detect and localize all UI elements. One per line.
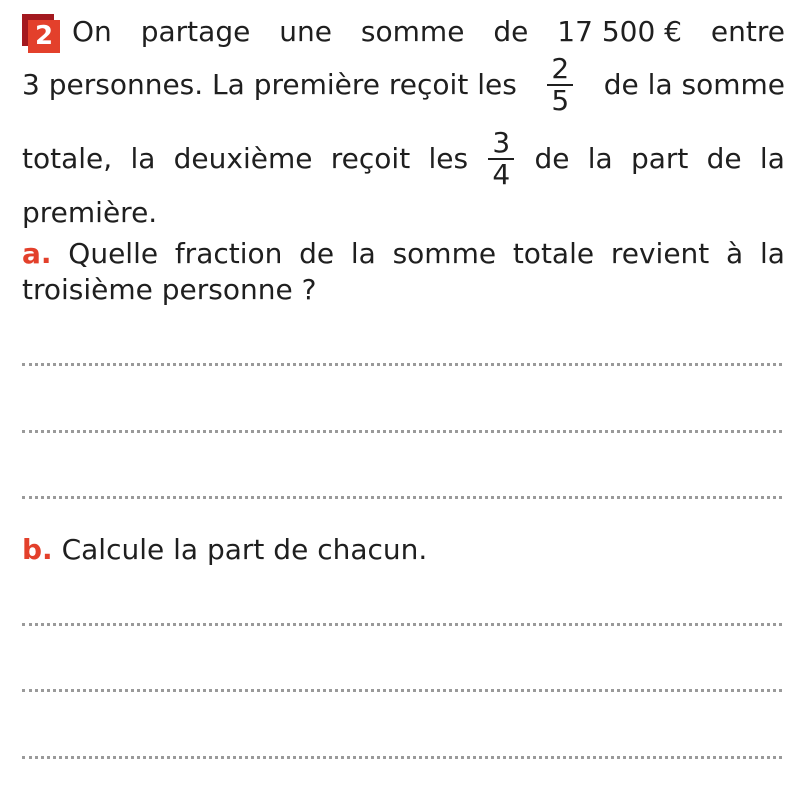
word: Quelle [68,237,159,270]
answer-line-a-1[interactable] [22,363,782,366]
question-a-line-2: troisième personne ? [22,273,317,306]
statement-line-3 [22,126,785,192]
word: revient [610,237,710,270]
statement-text: de la somme [603,68,785,101]
word: entre [710,15,785,48]
word: la [759,142,785,175]
word: de [706,142,742,175]
answer-line-b-3[interactable] [22,756,782,759]
amount: 17 500 € [557,15,682,48]
word: les [428,142,469,175]
word: à [726,237,744,270]
statement-line-1 [72,15,785,49]
statement-text: 3 personnes. La première reçoit les [22,68,517,101]
question-a-marker: a. [22,237,52,270]
answer-line-b-1[interactable] [22,623,782,626]
word: la [587,142,613,175]
fraction-numerator: 3 [488,128,514,160]
exercise-number: 2 [28,20,60,53]
exercise-number-badge [22,14,64,54]
word: On [72,15,112,48]
answer-line-b-2[interactable] [22,689,782,692]
word: de [299,237,335,270]
word: la [130,142,156,175]
answer-line-a-3[interactable] [22,496,782,499]
word: reçoit [330,142,411,175]
word: deuxième [173,142,313,175]
word: une [279,15,332,48]
word: la [350,237,376,270]
question-b-marker: b. [22,533,53,566]
word: somme [360,15,465,48]
word: part [630,142,689,175]
word: fraction [174,237,283,270]
word: totale [512,237,595,270]
question-b [22,533,427,567]
statement-line-4: première. [22,196,158,229]
statement-line-2 [22,52,785,118]
word: de [534,142,570,175]
word: partage [140,15,251,48]
question-a-line-1 [22,237,785,271]
fraction-numerator: 2 [547,54,573,86]
fraction-two-fifths [547,54,573,116]
answer-line-a-2[interactable] [22,430,782,433]
word: somme [392,237,497,270]
fraction-three-quarters [488,128,514,190]
fraction-denominator: 4 [492,158,511,191]
word: totale, [22,142,113,175]
fraction-denominator: 5 [551,84,570,117]
question-b-text: Calcule la part de chacun. [61,533,428,566]
word: la [759,237,785,270]
word: de [493,15,529,48]
